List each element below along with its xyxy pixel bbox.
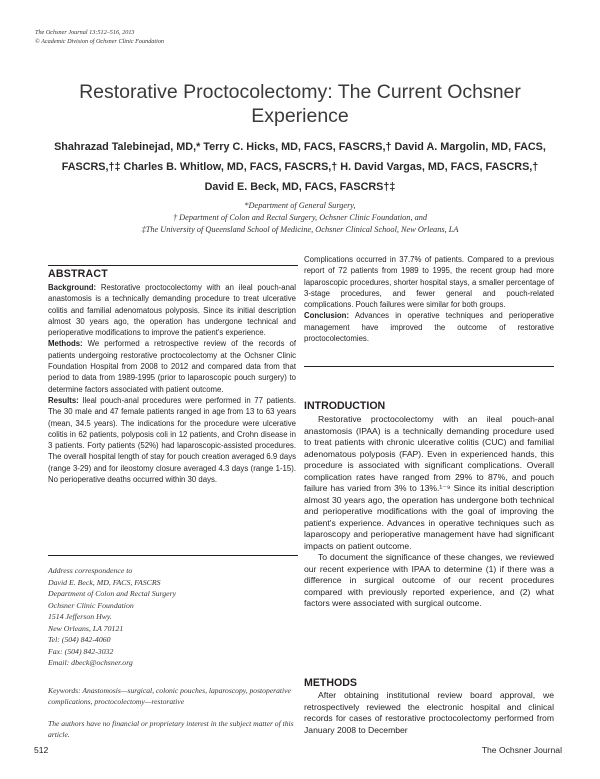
methods-paragraph-1: After obtaining institutional review board approval, we retrospectively reviewed the electronic hospital and clinical records for cases of restorative proctocolectomy performed from January 2008 to December: [304, 690, 554, 735]
abstract-heading: ABSTRACT: [48, 268, 108, 280]
conclusion-text: Advances in operative techniques and perioperative management have improved the outcome of restorative proctocolectomies.: [304, 311, 554, 344]
methods-heading: METHODS: [304, 677, 357, 689]
abstract-results-continued: Complications occurred in 37.7% of patients. Compared to a previous report of 72 patients from 1989 to 1995, the recent group had more laparoscopic procedures, shorter hospital stays, a smaller percentage of 3-stage procedures, and fewer general and pouch-related complications. Pouch failures were similar for both groups.: [304, 255, 554, 310]
affiliation-line-3: ‡The University of Queensland School of Medicine, Ochsner Clinical School, New Orleans, LA: [141, 225, 459, 234]
results-label: Results:: [48, 395, 79, 405]
journal-citation: The Ochsner Journal 13:512–516, 2013: [35, 29, 135, 36]
methods-text: We performed a retrospective review of the records of patients undergoing restorative proctocolectomy at the Ochsner Clinic Foundation Hospital from 2008 to 2012 and compared data from that period to data from 1989-1995 (prior to laparoscopic pouch surgery) to determine factors associated with patient outcome.: [48, 339, 296, 394]
affiliation-line-1: *Department of General Surgery,: [244, 201, 356, 210]
methods-section: [304, 677, 554, 736]
abstract-background: [48, 282, 296, 338]
abstract-bottom-rule: [48, 555, 298, 556]
author-line-2: FASCRS,†‡ Charles B. Whitlow, MD, FACS, FASCRS,† H. David Vargas, MD, FACS, FASCRS,†: [61, 161, 539, 173]
correspondence-line: New Orleans, LA 70121: [48, 623, 124, 633]
journal-header: [35, 29, 164, 46]
disclosure-statement: The authors have no financial or proprietary interest in the subject matter of this article.: [48, 719, 294, 740]
copyright-line: © Academic Division of Ochsner Clinic Foundation: [35, 37, 165, 45]
correspondence-line: Address correspondence to: [48, 566, 133, 575]
introduction-section: [304, 400, 554, 610]
abstract-methods: [48, 338, 296, 394]
introduction-paragraph-1: Restorative proctocolectomy with an ileal pouch-anal anastomosis (IPAA) is a technically demanding procedure used to treat patients with chronic ulcerative colitis (CUC) and familial adenomatous polyposis (FAP). Even in experienced hands, this procedure is associated with significant complications. Overall complication rates have ranged from 29% to 87%, and pouch failure has varied from 3% to 13%.¹⁻⁹ Since its initial description almost 30 years ago, the operation has undergone both technical and perioperative modifications with the goal of improving the patient's experience. Advances in operative techniques such as laparoscopy and perioperative management have had significant impacts on patient outcome.: [304, 414, 554, 551]
correspondence-email: Email: dbeck@ochsner.org: [48, 658, 133, 667]
article-title: Restorative Proctocolectomy: The Current Ochsner Experience: [79, 81, 521, 127]
page-number: 512: [34, 745, 49, 755]
methods-label: Methods:: [48, 339, 83, 349]
introduction-heading: INTRODUCTION: [304, 400, 386, 412]
correspondence-line: 1514 Jefferson Hwy.: [48, 612, 112, 621]
affiliation-line-2: † Department of Colon and Rectal Surgery, Ochsner Clinic Foundation, and: [172, 213, 428, 222]
correspondence-line: Department of Colon and Rectal Surgery: [48, 589, 177, 598]
correspondence-line: Fax: (504) 842-3032: [48, 646, 114, 656]
correspondence-line: Ochsner Clinic Foundation: [48, 600, 134, 610]
correspondence-block: [48, 565, 298, 669]
correspondence-line: David E. Beck, MD, FACS, FASCRS: [48, 577, 161, 587]
abstract-top-rule: [48, 265, 298, 266]
background-text: Restorative proctocolectomy with an ileal pouch-anal anastomosis is a technically demanding procedure to treat ulcerative colitis and familial adenomatous polyposis. Since its initial description almost 30 years ago, the operation has undergone technical and perioperative modifications to improve the patient's experience.: [48, 283, 296, 338]
author-list: [30, 137, 570, 197]
affiliations: [40, 200, 560, 236]
abstract-results: [48, 395, 296, 485]
introduction-paragraph-2: To document the significance of these changes, we reviewed our recent experience with IPAA to determine (1) if there was a difference in surgical outcome of our recent procedures compared with previously reported experience, and (2) what factors were associated with surgical outcome.: [304, 552, 554, 608]
keywords: Keywords: Anastomosis—surgical, colonic pouches, laparoscopy, postoperative complications, proctocolectomy—restorative: [48, 686, 291, 707]
abstract-conclusion: [304, 310, 554, 344]
journal-name-footer: The Ochsner Journal: [481, 745, 562, 755]
author-line-1: Shahrazad Talebinejad, MD,* Terry C. Hicks, MD, FACS, FASCRS,† David A. Margolin, MD, FACS,: [54, 141, 546, 153]
abstract-left-column: [48, 268, 296, 485]
abstract-right-rule: [304, 366, 554, 367]
author-line-3: David E. Beck, MD, FACS, FASCRS†‡: [204, 181, 396, 193]
right-column: [304, 254, 554, 344]
results-text: Ileal pouch-anal procedures were performed in 77 patients. The 30 male and 47 female patients ranged in age from 13 to 63 years (mean, 34.5 years). The indications for the procedure were ulcerative colitis in 62 patients, polyposis coli in 12 patients, and Crohn disease in 3 patients. Forty patients (52%) had laparoscopic-assisted procedures. The overall hospital length of stay for pouch creation averaged 6.9 days (range 3-29) and for ileostomy closure averaged 4.3 days (range 1-15). No perioperative deaths occurred within 30 days.: [48, 395, 296, 485]
conclusion-label: Conclusion:: [304, 311, 350, 321]
correspondence-line: Tel: (504) 842-4060: [48, 635, 111, 644]
background-label: Background:: [48, 283, 97, 292]
